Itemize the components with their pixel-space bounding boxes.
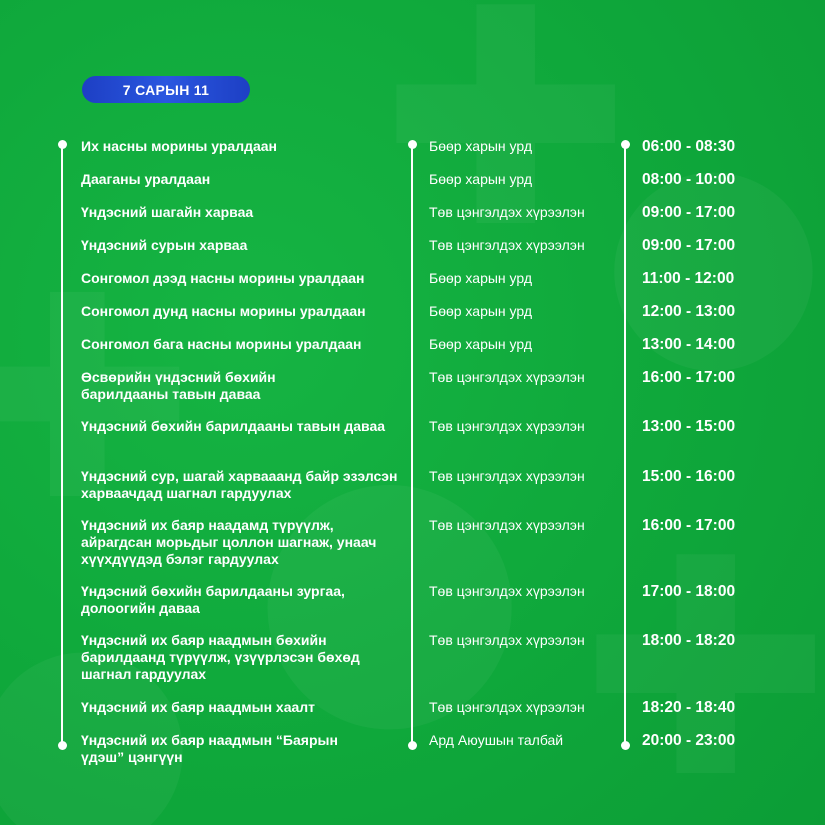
- event-time: 16:00 - 17:00: [642, 369, 736, 386]
- event-time: 08:00 - 10:00: [642, 171, 736, 188]
- timeline-dot: [621, 741, 630, 750]
- timeline-dot: [408, 741, 417, 750]
- date-badge: 7 САРЫН 11: [82, 76, 250, 103]
- timeline-dot: [621, 140, 630, 149]
- event-name: Үндэсний их баяр наадмын бөхийн барилдаанд түрүүлж, үзүүрлэсэн бөхөд шагнал гардуулах: [81, 632, 360, 682]
- event-name: Сонгомол дунд насны морины уралдаан: [81, 303, 366, 319]
- event-name: Үндэсний бөхийн барилдааны зургаа, долоогийн даваа: [81, 583, 345, 616]
- event-location: Бөөр харын урд: [429, 270, 533, 286]
- event-time: 12:00 - 13:00: [642, 303, 736, 320]
- event-location: Төв цэнгэлдэх хүрээлэн: [429, 418, 585, 434]
- event-time: 16:00 - 17:00: [642, 517, 736, 534]
- event-name: Үндэсний сурын харваа: [81, 237, 248, 253]
- timeline-dot: [58, 140, 67, 149]
- event-name: Сонгомол бага насны морины уралдаан: [81, 336, 362, 352]
- event-location: Төв цэнгэлдэх хүрээлэн: [429, 204, 585, 220]
- event-location: Төв цэнгэлдэх хүрээлэн: [429, 369, 585, 385]
- event-location: Төв цэнгэлдэх хүрээлэн: [429, 583, 585, 599]
- event-name: Өсвөрийн үндэсний бөхийн барилдааны тавын даваа: [81, 369, 276, 402]
- event-name: Үндэсний сур, шагай харвааанд байр эзэлсэн харваачдад шагнал гардуулах: [81, 468, 398, 501]
- timeline-line-times: [624, 143, 626, 745]
- event-time: 15:00 - 16:00: [642, 468, 736, 485]
- event-time: 09:00 - 17:00: [642, 237, 736, 254]
- timeline-line-events: [61, 143, 63, 745]
- event-name: Үндэсний их баяр наадмын хаалт: [81, 699, 316, 715]
- event-time: 13:00 - 15:00: [642, 418, 736, 435]
- event-time: 20:00 - 23:00: [642, 732, 736, 749]
- event-location: Бөөр харын урд: [429, 171, 533, 187]
- event-time: 11:00 - 12:00: [642, 270, 735, 287]
- event-location: Төв цэнгэлдэх хүрээлэн: [429, 517, 585, 533]
- event-time: 17:00 - 18:00: [642, 583, 736, 600]
- event-name: Үндэсний их баяр наадамд түрүүлж, айрагдсан морьдыг цоллон шагнаж, унаач хүүхдүүдэд бэлэг гардуулах: [81, 517, 377, 567]
- background-pattern: [580, 520, 825, 820]
- event-name: Үндэсний шагайн харваа: [81, 204, 254, 220]
- event-time: 13:00 - 14:00: [642, 336, 736, 353]
- event-time: 18:00 - 18:20: [642, 632, 736, 649]
- timeline-line-locations: [411, 143, 413, 745]
- event-name: Сонгомол дээд насны морины уралдаан: [81, 270, 365, 286]
- event-location: Төв цэнгэлдэх хүрээлэн: [429, 468, 585, 484]
- event-location: Төв цэнгэлдэх хүрээлэн: [429, 237, 585, 253]
- background-pattern: [380, 0, 631, 270]
- event-location: Бөөр харын урд: [429, 138, 533, 154]
- event-name: Үндэсний бөхийн барилдааны тавын даваа: [81, 418, 386, 434]
- event-location: Бөөр харын урд: [429, 336, 533, 352]
- event-name: Үндэсний их баяр наадмын “Баярын үдэш” цэнгүүн: [81, 732, 338, 765]
- timeline-dot: [58, 741, 67, 750]
- event-time: 09:00 - 17:00: [642, 204, 736, 221]
- event-location: Төв цэнгэлдэх хүрээлэн: [429, 632, 585, 648]
- event-name: Дааганы уралдаан: [81, 171, 211, 187]
- event-location: Бөөр харын урд: [429, 303, 533, 319]
- event-location: Төв цэнгэлдэх хүрээлэн: [429, 699, 585, 715]
- event-name: Их насны морины уралдаан: [81, 138, 277, 154]
- event-location: Ард Аюушын талбай: [429, 732, 564, 748]
- event-time: 06:00 - 08:30: [642, 138, 736, 155]
- event-time: 18:20 - 18:40: [642, 699, 736, 716]
